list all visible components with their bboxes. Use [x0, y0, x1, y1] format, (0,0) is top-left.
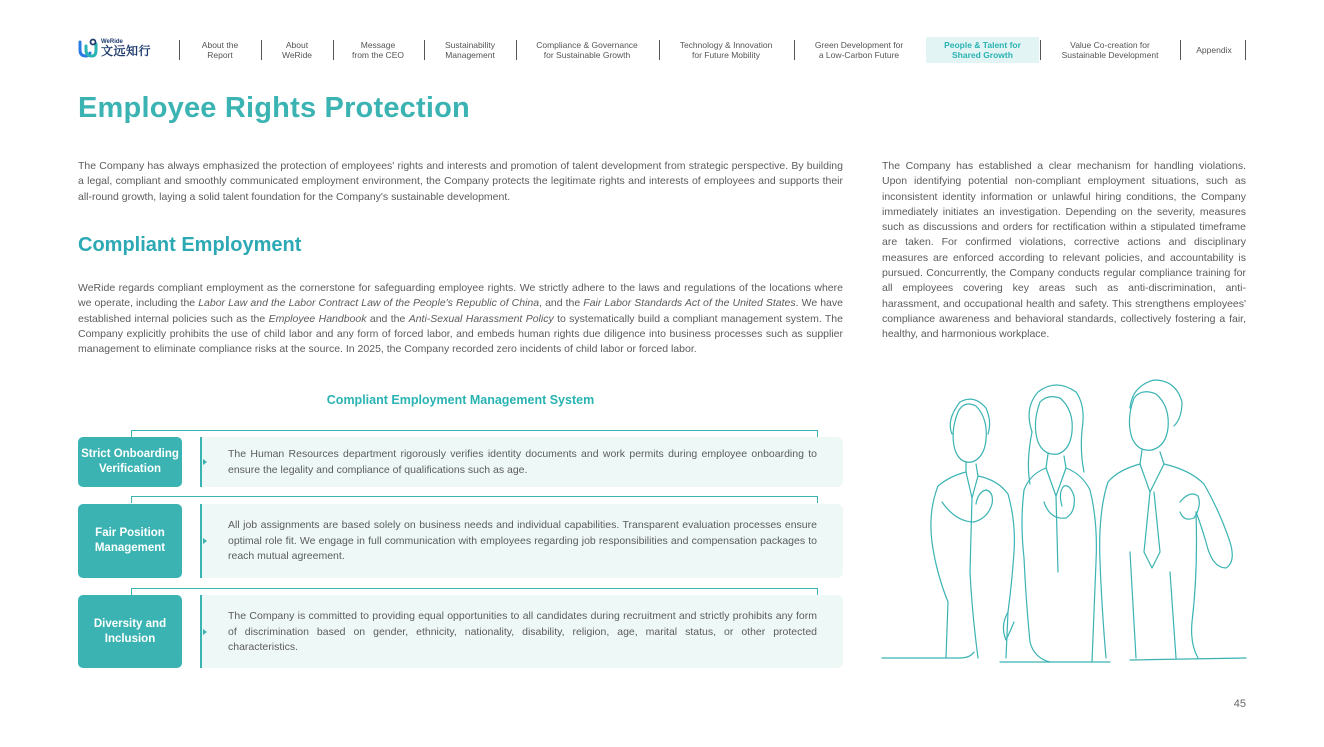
nav-divider [516, 40, 517, 60]
row-arrow-icon [203, 629, 207, 635]
nav-divider [424, 40, 425, 60]
nav-divider [1180, 40, 1181, 60]
nav-item-people-talent[interactable]: People & Talent for Shared Growth [926, 37, 1039, 63]
row-connector [131, 430, 818, 437]
policy-reference: Employee Handbook [268, 312, 367, 325]
row-accent-bar [200, 504, 202, 578]
page-title: Employee Rights Protection [78, 92, 470, 124]
row-connector [131, 496, 818, 503]
nav-item-value-co-creation[interactable]: Value Co-creation for Sustainable Development [1061, 40, 1159, 60]
employees-line-illustration [880, 372, 1248, 666]
employ-text: , and the [539, 297, 584, 310]
employ-text: to systematically build a compliant management system. The Company explicitly prohibits the use of child labor and any form of forced labor, and embeds human rights due diligence into business processes such as supplier management to eliminate compliance risks at the source. In 2025, the Company recorded zero incidents of child labor or forced labor. [78, 312, 843, 356]
row-label-fair-position-management: Fair Position Management [78, 504, 182, 578]
row-text-fair-position-management: All job assignments are based solely on business needs and individual capabilities. Transparent evaluation processes ensure optimal role fit. We engage in full communication with employees regarding job responsibilities and compensation packages to reach mutual agreement. [228, 519, 817, 562]
nav-item-message-ceo[interactable]: Message from the CEO [352, 40, 404, 60]
nav-divider [659, 40, 660, 60]
nav-item-about-report[interactable]: About the Report [201, 40, 239, 60]
compliant-employment-paragraph [78, 281, 843, 357]
nav-divider [333, 40, 334, 60]
law-reference: Labor Law and the Labor Contract Law of the People's Republic of China [198, 297, 540, 310]
row-arrow-icon [203, 538, 207, 544]
violation-handling-paragraph: The Company has established a clear mechanism for handling violations. Upon identifying potential non-compliant employment situations, such as inconsistent identity information or unlawful hiring conditions, the Company immediately initiates an investigation. Depending on the severity, measures such as discussions and orders for rectification within a stipulated timeframe are taken. For confirmed violations, corrective actions and disciplinary measures are enforced according to relevant policies, and accountability is pursued. Concurrently, the Company conducts regular compliance training for all employees covering key areas such as anti-discrimination, anti-harassment, and occupational health and safety. This strengthens employees' compliance awareness and behavioral standards, collectively fostering a fair, healthy, and harmonious workplace. [882, 160, 1246, 341]
nav-item-sustainability-management[interactable]: Sustainability Management [444, 40, 496, 60]
top-navigation [0, 37, 1324, 63]
row-arrow-icon [203, 459, 207, 465]
page-number: 45 [1233, 698, 1246, 710]
policy-reference: Anti-Sexual Harassment Policy [408, 312, 554, 325]
employ-text: . We have established internal policies such as the [78, 297, 843, 325]
row-label-diversity-inclusion: Diversity and Inclusion [78, 595, 182, 668]
logo-brand-cn: 文远知行 [101, 44, 152, 58]
nav-item-about-weride[interactable]: About WeRide [281, 40, 313, 60]
nav-divider [261, 40, 262, 60]
nav-item-green-development[interactable]: Green Development for a Low-Carbon Future [814, 40, 904, 60]
nav-divider [1245, 40, 1246, 60]
management-system-title: Compliant Employment Management System [326, 393, 595, 407]
row-label-onboarding-verification: Strict Onboarding Verification [78, 437, 182, 487]
nav-divider [1040, 40, 1041, 60]
row-text-diversity-inclusion: The Company is committed to providing equal opportunities to all candidates during recruitment and strictly prohibits any form of discrimination based on gender, ethnicity, nationality, disability, religion, age, marital status, or other protected characteristics. [228, 610, 817, 653]
nav-item-appendix[interactable]: Appendix [1196, 45, 1232, 55]
row-accent-bar [200, 437, 202, 487]
law-reference: Fair Labor Standards Act of the United States [583, 297, 796, 310]
logo-brand-en: WeRide [101, 39, 123, 45]
row-text-onboarding-verification: The Human Resources department rigorously verifies identity documents and work permits during employee onboarding to ensure the legality and compliance of qualifications such as age. [228, 448, 817, 476]
intro-paragraph: The Company has always emphasized the protection of employees' rights and interests and promotion of talent development from strategic perspective. By building a legal, compliant and smoothly communicated employment environment, the Company protects the legitimate rights and interests of employees and supports their all-round growth, laying a solid talent foundation for the Company's sustainable development. [78, 160, 843, 203]
nav-item-technology-innovation[interactable]: Technology & Innovation for Future Mobility [679, 40, 773, 60]
nav-divider [179, 40, 180, 60]
row-accent-bar [200, 595, 202, 668]
employ-text: WeRide regards compliant employment as the cornerstone for safeguarding employee rights. We strictly adhere to the laws and regulations of the locations where we operate, including the [78, 282, 843, 310]
row-connector [131, 588, 818, 595]
employ-text: and the [366, 312, 409, 325]
section-title-compliant-employment: Compliant Employment [78, 234, 302, 256]
nav-divider [794, 40, 795, 60]
nav-item-compliance-governance[interactable]: Compliance & Governance for Sustainable Growth [536, 40, 638, 60]
